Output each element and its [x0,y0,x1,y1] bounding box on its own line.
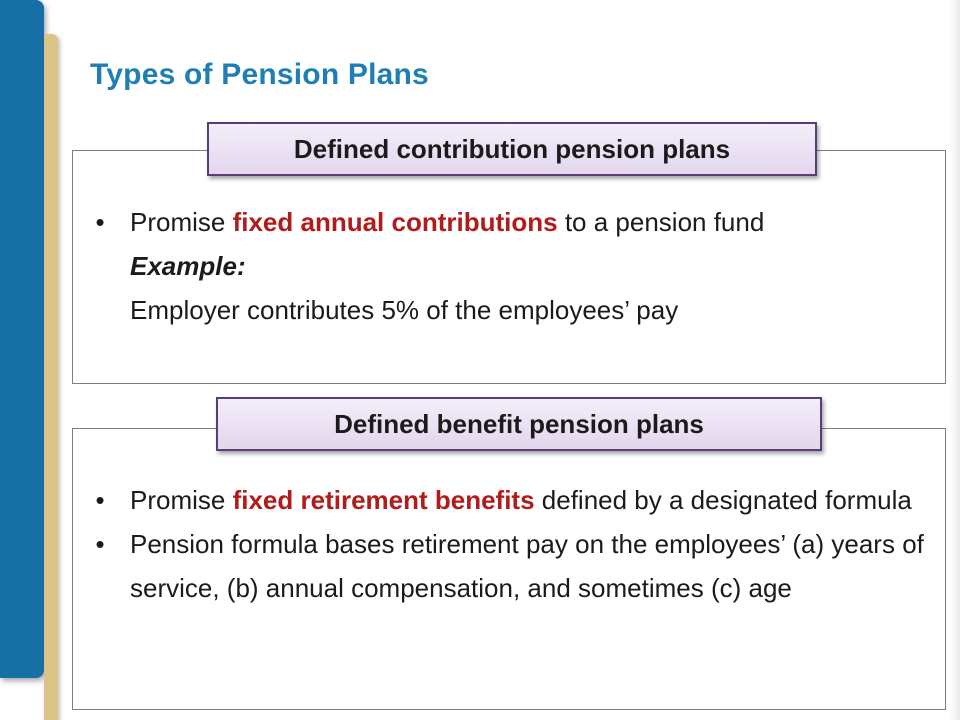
bullet-text: Promise fixed annual contributions to a pension fund [130,207,765,237]
benefit-heading: Defined benefit pension plans [216,397,822,451]
side-bar-gold [44,34,58,720]
bullet-text: Pension formula bases retirement pay on the employees’ (a) years of service, (b) annual compensation, and sometimes (c) age [130,529,924,603]
example-text: Employer contributes 5% of the employees’ pay [130,295,679,325]
contribution-bullet-list [90,200,930,332]
slide-title: Types of Pension Plans [90,58,429,91]
list-item [90,522,930,610]
highlight-text: fixed annual contributions [232,207,558,237]
bullet-icon: • [95,529,105,559]
list-item [90,200,930,332]
highlight-text: fixed retirement benefits [232,485,535,515]
bullet-icon: • [95,485,105,515]
contribution-heading: Defined contribution pension plans [207,122,817,176]
side-bar-blue [0,0,44,678]
bullet-icon: • [95,207,105,237]
example-label: Example: [130,251,246,281]
list-item [90,478,930,522]
right-edge-shade [950,0,960,720]
bullet-text: Promise fixed retirement benefits defined by a designated formula [130,485,912,515]
benefit-bullet-list [90,478,930,610]
